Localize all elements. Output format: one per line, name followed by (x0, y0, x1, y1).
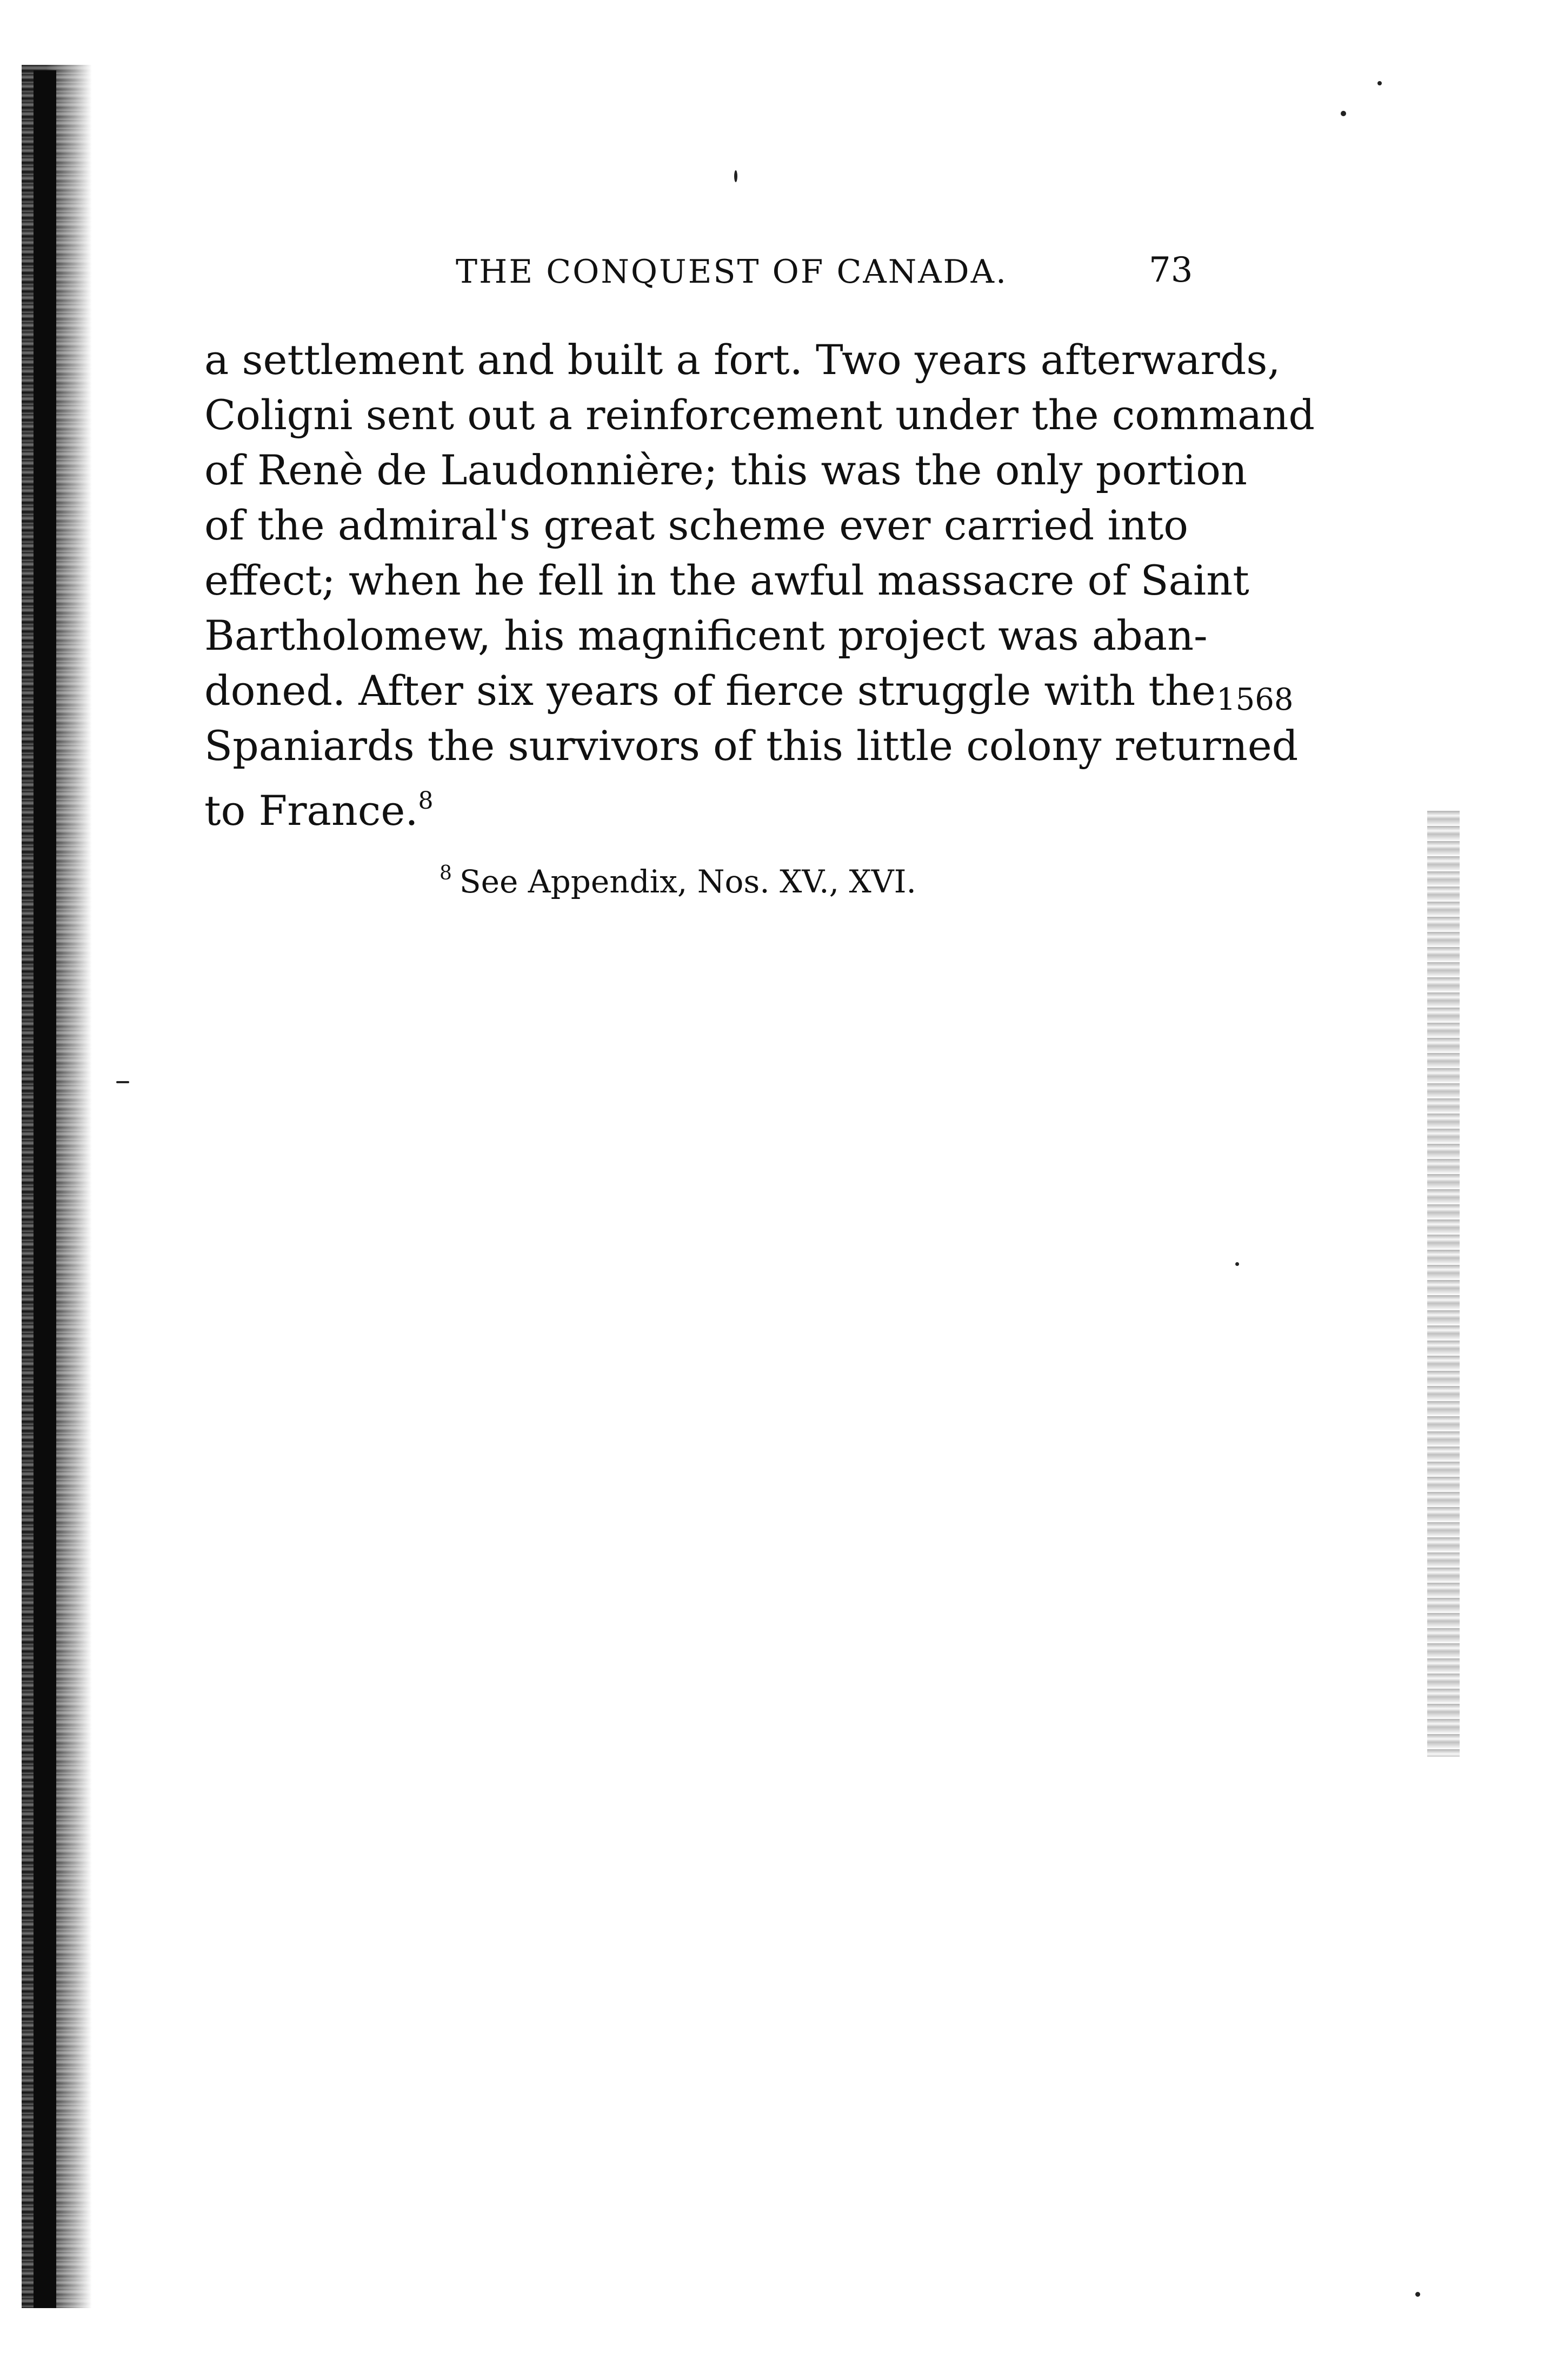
body-line-last (204, 774, 1188, 835)
running-head: THE CONQUEST OF CANADA. (456, 253, 1008, 291)
body-line: Bartholomew, his magnificent project was aban- (204, 611, 1208, 659)
body-line: Spaniards the survivors of this little colony returned (204, 722, 1299, 770)
body-line: Coligni sent out a reinforcement under the command (204, 391, 1315, 439)
body-line: of the admiral's great scheme ever carried into (204, 501, 1188, 549)
scan-noise-right (1427, 811, 1460, 1757)
scan-binding-edge-left (34, 70, 56, 2308)
scan-speck (734, 170, 737, 182)
footnote-reference: 8 (418, 787, 434, 815)
footnote-text: See Appendix, Nos. XV., XVI. (459, 863, 916, 900)
body-line: a settlement and built a fort. Two years afterwards, (204, 336, 1281, 384)
scan-speck (1415, 2292, 1420, 2297)
body-line-text: to France. (204, 786, 418, 835)
scan-speck (1341, 111, 1346, 116)
scan-speck (116, 1081, 129, 1083)
scan-speck (1377, 81, 1382, 85)
footnote (440, 862, 916, 900)
scan-binding-shadow-left (22, 65, 92, 2308)
page-number: 73 (1149, 250, 1193, 290)
body-line: doned. After six years of fierce struggle with the (204, 666, 1216, 715)
body-line: of Renè de Laudonnière; this was the only portion (204, 446, 1247, 494)
margin-date-note: 1568 (1216, 682, 1294, 717)
scan-speck (1235, 1262, 1239, 1266)
footnote-mark: 8 (440, 862, 452, 884)
body-line: effect; when he fell in the awful massacre of Saint (204, 556, 1249, 604)
